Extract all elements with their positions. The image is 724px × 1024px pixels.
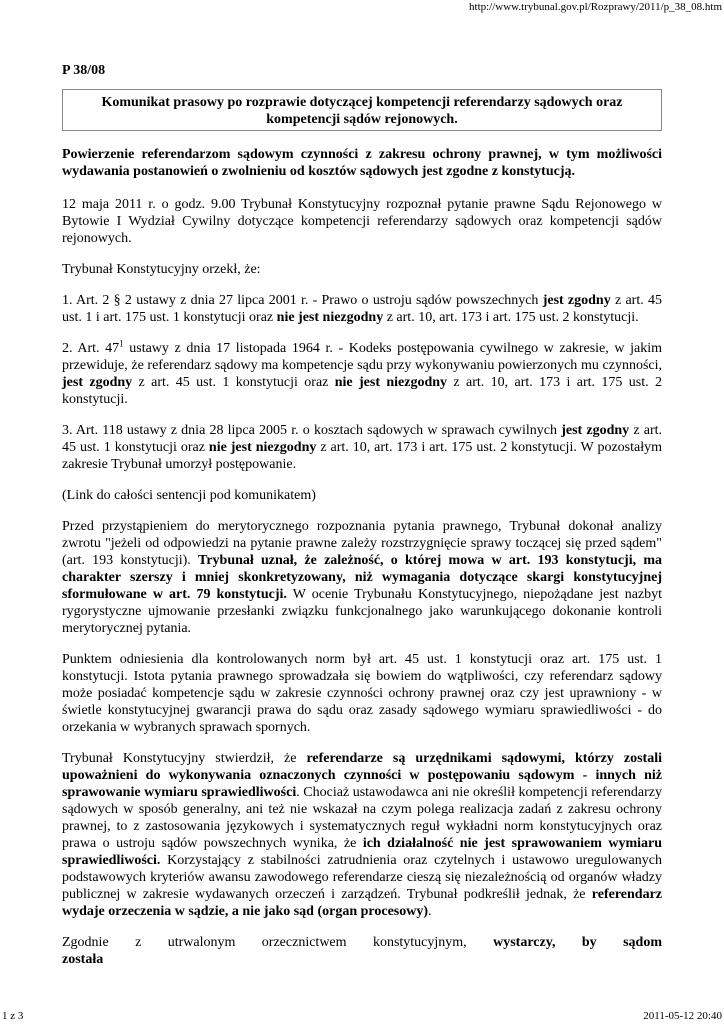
paragraph-1: Przed przystąpieniem do merytorycznego rozpoznania pytania prawnego, Trybunał dokonał analizy zwrotu "jeżeli od odpowiedzi na pytanie prawne zależy rozstrzygnięcie sprawy toczącej się przed sądem" (art. 193 konstytucji). Trybunał uznał, że zależność, o której mowa w art. 193 konstytucji, ma charakter szerszy i mniej skonkretyzowany, niż wymagania dotyczące skargi konstytucyjnej sformułowane w art. 79 konstytucji. W ocenie Trybunału Konstytucyjnego, niepożądane jest nazbyt rygorystyczne ujmowanie przesłanki związku funkcjonalnego jako warunkującego dokonanie kontroli merytorycznej pytania.	[62, 519, 663, 636]
paragraph-2: Punktem odniesienia dla kontrolowanych norm był art. 45 ust. 1 konstytucji oraz art. 175 ust. 1 konstytucji. Istota pytania prawnego sprowadzała się bowiem do wątpliwości, czy referendarz sądowy może posiadać kompetencje sądu w zakresie czynności ochrony prawnej oraz czy jest uprawniony - w świetle konstytucyjnej gwarancji prawa do sądu oraz zasady sądowego wymiaru sprawiedliwości - do orzekania w wybranych sprawach spornych.	[62, 652, 662, 735]
ruling-point-3: 3. Art. 118 ustawy z dnia 28 lipca 2005 r. o kosztach sądowych w sprawach cywilnych jest zgodny z art. 45 ust. 1 konstytucji oraz nie jest niezgodny z art. 10, art. 173 i art. 175 ust. 2 konstytucji. W pozostałym zakresie Trybunał umorzył postępowanie.	[62, 423, 663, 472]
document-body	[62, 146, 662, 982]
press-release-title: Komunikat prasowy po rozprawie dotyczącej kompetencji referendarzy sądowych oraz kompetencji sądów rejonowych.	[62, 89, 662, 131]
lead-text: Powierzenie referendarzom sądowym czynności z zakresu ochrony prawnej, w tym możliwości wydawania postanowień o zwolnieniu od kosztów sądowych jest zgodne z konstytucją.	[62, 147, 662, 179]
paragraph-3: Trybunał Konstytucyjny stwierdził, że referendarze są urzędnikami sądowymi, którzy zostali upoważnieni do wykonywania oznaczonych czynności w postępowaniu sądowym - innych niż sprawowanie wymiaru sprawiedliwości. Chociaż ustawodawca ani nie określił kompetencji referendarzy sądowych w sposób generalny, ani też nie wskazał na czym polega realizacja zadań z zakresu ochrony prawnej, to z zastosowania językowych i systematycznych reguł wykładni norm konstytucyjnych oraz prawa o ustroju sądów powszechnych wynika, że ich działalność nie jest sprawowaniem wymiaru sprawiedliwości. Korzystający z stabilności zatrudnienia oraz czytelnych i ustawowo uregulowanych podstawowych kryteriów awansu zawodowego referendarze cieszą się niezależnością od organów władzy publicznej w zakresie wydawanych orzeczeń i zarządzeń. Trybunał podkreślił jednak, że referendarz wydaje orzeczenia w sądzie, a nie jako sąd (organ procesowy).	[62, 751, 662, 919]
lead-paragraph	[62, 146, 662, 180]
source-url: http://www.trybunal.gov.pl/Rozprawy/2011/p_38_08.htm	[469, 1, 722, 13]
intro-paragraph: 12 maja 2011 r. o godz. 9.00 Trybunał Konstytucyjny rozpoznał pytanie prawne Sądu Rejonowego w Bytowie I Wydział Cywilny dotyczące kompetencji referendarzy sądowych oraz kompetencji sądów rejonowych.	[62, 197, 662, 246]
paragraph-4: Zgodnie z utrwalonym orzecznictwem konstytucyjnym, wystarczy, by sądom została	[62, 935, 662, 967]
page-number: 1 z 3	[2, 1010, 24, 1022]
case-number: P 38/08	[62, 63, 106, 78]
print-datetime: 2011-05-12 20:40	[643, 1010, 722, 1022]
ruling-intro: Trybunał Konstytucyjny orzekł, że:	[62, 262, 261, 277]
ruling-point-2: 2. Art. $47^1$ ustawy z dnia 17 listopada 1964 r. - Kodeks postępowania cywilnego w zakresie, w jakim przewiduje, że referendarz sądowy ma kompetencje sądu przy wykonywaniu powierzonych mu czynności, jest zgodny z art. 45 ust. 1 konstytucji oraz nie jest niezgodny z art. 10, art. 173 i art. 175 ust. 2 konstytucji.	[62, 338, 662, 407]
link-note: (Link do całości sentencji pod komunikatem)	[62, 488, 316, 503]
ruling-point-1: 1. Art. 2 § 2 ustawy z dnia 27 lipca 2001 r. - Prawo o ustroju sądów powszechnych jest zgodny z art. 45 ust. 1 i art. 175 ust. 1 konstytucji oraz nie jest niezgodny z art. 10, art. 173 i art. 175 ust. 2 konstytucji.	[62, 293, 662, 325]
